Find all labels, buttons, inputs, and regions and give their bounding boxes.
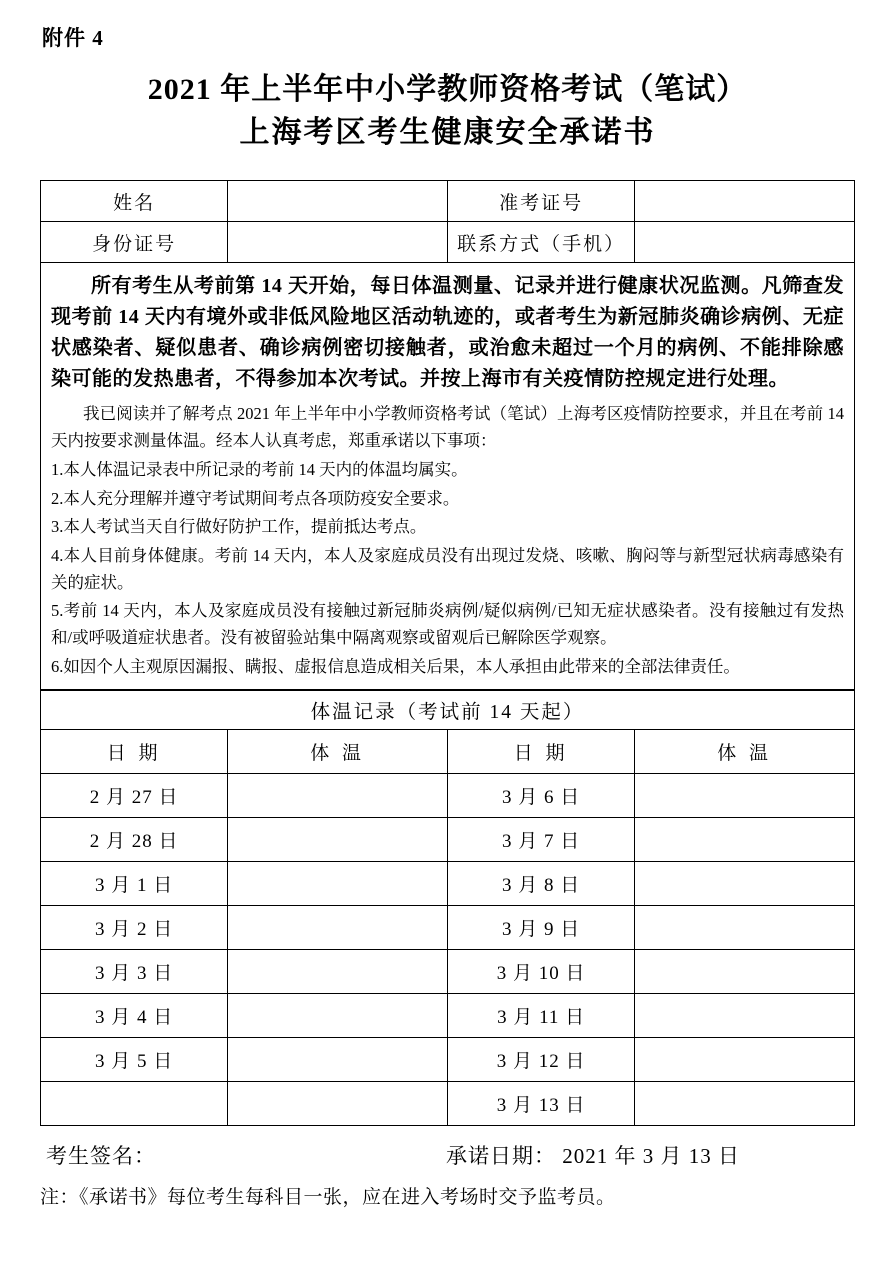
date-cell: 3 月 11 日	[447, 993, 634, 1037]
statement-block	[40, 263, 855, 689]
table-row	[41, 1081, 855, 1125]
admission-number-label: 准考证号	[447, 181, 634, 222]
temperature-input-cell[interactable]	[635, 905, 855, 949]
date-cell: 3 月 5 日	[41, 1037, 228, 1081]
table-row	[41, 949, 855, 993]
date-cell: 3 月 3 日	[41, 949, 228, 993]
statement-item: 4.本人目前身体健康。考前 14 天内，本人及家庭成员没有出现过发烧、咳嗽、胸闷等与新型冠状病毒感染有关的症状。	[51, 545, 844, 592]
temperature-section-title-row	[41, 690, 855, 729]
statement-item: 2.本人充分理解并遵守考试期间考点各项防疫安全要求。	[51, 488, 460, 508]
statement-item: 1.本人体温记录表中所记录的考前 14 天内的体温均属实。	[51, 459, 468, 479]
name-field[interactable]	[228, 181, 448, 222]
admission-number-field[interactable]	[635, 181, 855, 222]
temperature-input-cell[interactable]	[228, 949, 448, 993]
title-line-1: 2021 年上半年中小学教师资格考试（笔试）	[147, 73, 748, 107]
date-cell: 3 月 2 日	[41, 905, 228, 949]
date-cell: 3 月 4 日	[41, 993, 228, 1037]
date-cell: 3 月 9 日	[447, 905, 634, 949]
temperature-input-cell[interactable]	[228, 993, 448, 1037]
name-label: 姓名	[41, 181, 228, 222]
temperature-input-cell[interactable]	[228, 905, 448, 949]
temperature-input-cell[interactable]	[635, 1081, 855, 1125]
statement-intro: 我已阅读并了解考点 2021 年上半年中小学教师资格考试（笔试）上海考区疫情防控要求，并且在考前 14 天内按要求测量体温。经本人认真考虑，郑重承诺以下事项：	[51, 404, 844, 451]
date-cell: 2 月 28 日	[41, 817, 228, 861]
table-row	[41, 1037, 855, 1081]
temperature-input-cell[interactable]	[635, 993, 855, 1037]
table-row	[41, 905, 855, 949]
table-row	[41, 817, 855, 861]
temperature-input-cell[interactable]	[635, 949, 855, 993]
temperature-input-cell[interactable]	[635, 817, 855, 861]
temperature-input-cell[interactable]	[635, 861, 855, 905]
footer-note: 注：《承诺书》每位考生每科目一张，应在进入考场时交予监考员。	[40, 1186, 616, 1208]
date-cell: 3 月 7 日	[447, 817, 634, 861]
date-cell: 3 月 12 日	[447, 1037, 634, 1081]
signature-label: 考生签名：	[46, 1143, 156, 1168]
column-header-temp-left: 体 温	[228, 729, 448, 773]
table-row	[41, 993, 855, 1037]
contact-label: 联系方式（手机）	[447, 222, 634, 263]
column-header-date-right: 日 期	[447, 729, 634, 773]
date-cell: 3 月 13 日	[447, 1081, 634, 1125]
temperature-record-table	[40, 690, 855, 1126]
temperature-input-cell[interactable]	[228, 773, 448, 817]
temperature-input-cell[interactable]	[635, 1037, 855, 1081]
table-row	[41, 773, 855, 817]
page-title	[40, 69, 855, 154]
date-cell: 3 月 6 日	[447, 773, 634, 817]
column-header-temp-right: 体 温	[635, 729, 855, 773]
statement-item: 3.本人考试当天自行做好防护工作，提前抵达考点。	[51, 517, 427, 537]
title-line-2: 上海考区考生健康安全承诺书	[239, 115, 656, 149]
temperature-input-cell[interactable]	[635, 773, 855, 817]
attachment-label: 附件 4	[42, 26, 104, 50]
date-cell: 3 月 1 日	[41, 861, 228, 905]
temperature-input-cell[interactable]	[228, 817, 448, 861]
promise-date-label: 承诺日期：	[446, 1143, 556, 1168]
temperature-input-cell[interactable]	[228, 1037, 448, 1081]
table-row	[41, 861, 855, 905]
temperature-section-title: 体温记录（考试前 14 天起）	[41, 690, 855, 729]
contact-field[interactable]	[635, 222, 855, 263]
date-cell: 2 月 27 日	[41, 773, 228, 817]
date-cell	[41, 1081, 228, 1125]
signature-row	[40, 1140, 855, 1170]
temperature-input-cell[interactable]	[228, 861, 448, 905]
column-header-date-left: 日 期	[41, 729, 228, 773]
table-row	[41, 222, 855, 263]
candidate-info-table	[40, 180, 855, 263]
id-number-field[interactable]	[228, 222, 448, 263]
id-number-label: 身份证号	[41, 222, 228, 263]
temperature-header-row	[41, 729, 855, 773]
date-cell: 3 月 8 日	[447, 861, 634, 905]
promise-date	[446, 1140, 855, 1170]
statement-item: 5.考前 14 天内，本人及家庭成员没有接触过新冠肺炎病例/疑似病例/已知无症状感染者。没有接触过有发热和/或呼吸道症状患者。没有被留验站集中隔离观察或留观后已解除医学观察。	[51, 601, 844, 648]
statement-bold-paragraph: 所有考生从考前第 14 天开始，每日体温测量、记录并进行健康状况监测。凡筛查发现考前 14 天内有境外或非低风险地区活动轨迹的，或者考生为新冠肺炎确诊病例、无症状感染者、疑似患者、确诊病例密切接触者，或治愈未超过一个月的病例、不能排除感染可能的发热患者，不得参加本次考试。并按上海市有关疫情防控规定进行处理。	[51, 275, 844, 391]
table-row	[41, 181, 855, 222]
promise-date-value: 2021 年 3 月 13 日	[562, 1143, 740, 1168]
statement-item: 6.如因个人主观原因漏报、瞒报、虚报信息造成相关后果，本人承担由此带来的全部法律责任。	[51, 656, 740, 676]
date-cell: 3 月 10 日	[447, 949, 634, 993]
temperature-input-cell[interactable]	[228, 1081, 448, 1125]
